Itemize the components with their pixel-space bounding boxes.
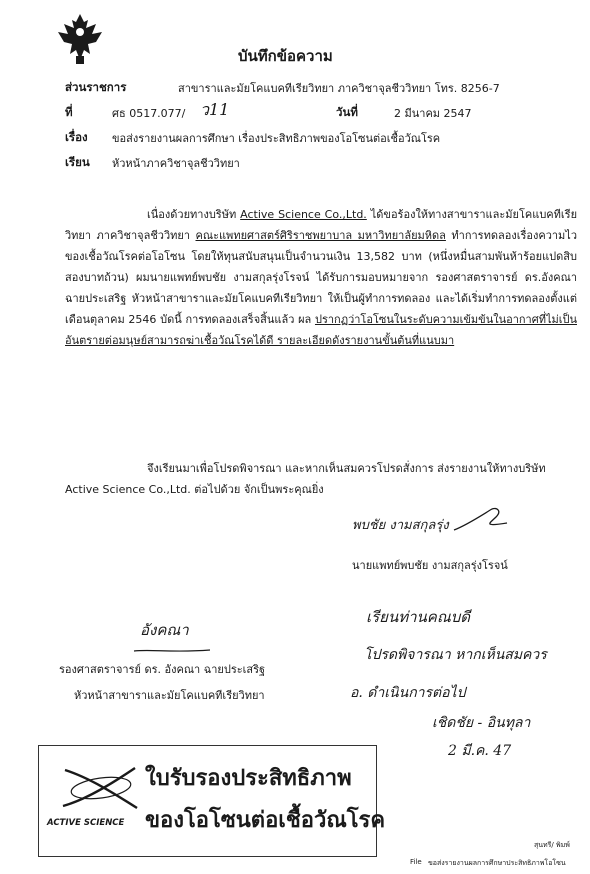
body-paragraph-1: [65, 204, 577, 351]
p1-intro: เนื่องด้วยทางบริษัท: [147, 208, 237, 221]
p1-request: ได้ขอร้องให้ทางสาขาราและมัยโคแบคทีเรียวิทยา ภาควิชาจุลชีววิทยา: [65, 208, 578, 242]
doc-no-value: ศธ 0517.077/: [112, 107, 186, 120]
garuda-emblem: [54, 10, 106, 66]
signature-2-title: หัวหน้าสาขาราและมัยโคแบคทีเรียวิทยา: [74, 689, 265, 702]
p1-details: ทำการทดลองเรื่องความไวของเชื้อวัณโรคต่อโอโซน โดยให้ทุนสนับสนุนเป็นจำนวนเงิน 13,582 บาท (หนึ่งหมื่นสามพันห้าร้อยแปดสิบสองบาทถ้วน) ผมนายแพทย์พบชัย งามสกุลรุ่งโรจน์ ได้รับการมอบหมายจาก รองศาสตราจารย์ ดร.อังคณา ฉายประเสริฐ หัวหน้าสาขาราและมัยโคแบคทีเรียวิทยา ให้เป็นผู้ทำการทดลอง และได้เริ่มทำการทดลองตั้งแต่เดือนตุลาคม 2546 บัดนี้ การทดลองเสร็จสิ้นแล้ว ผล: [65, 229, 578, 326]
signature-2-underline: [132, 640, 212, 659]
doc-no-label: ที่: [65, 105, 73, 119]
file-value: ขอส่งรายงานผลการศึกษาประสิทธิภาพโอโซน: [428, 859, 566, 867]
typist-note: สุนทรี/ พิมพ์: [534, 841, 570, 849]
to-label: เรียน: [65, 155, 90, 169]
page-title: บันทึกข้อความ: [238, 47, 333, 65]
signature-2-scrawl: อังคณา: [140, 621, 189, 639]
file-label: File: [410, 858, 422, 866]
body-paragraph-2: จึงเรียนมาเพื่อโปรดพิจารณา และหากเห็นสมควรโปรดสั่งการ ส่งรายงานให้ทางบริษัท Active Science Co.,Ltd. ต่อไปด้วย จักเป็นพระคุณยิ่ง: [65, 462, 546, 496]
subject-value: ขอส่งรายงานผลการศึกษา เรื่องประสิทธิภาพของโอโซนต่อเชื้อวัณโรค: [112, 132, 441, 145]
certificate-line-2: ของโอโซนต่อเชื้อวัณโรค: [145, 808, 386, 833]
date-value: 2 มีนาคม 2547: [394, 107, 472, 120]
certificate-box: [38, 745, 386, 857]
p1-company: Active Science Co.,Ltd.: [240, 208, 367, 221]
note-line-4: เชิดชัย - อินทุลา: [432, 715, 531, 731]
active-science-logo: [47, 760, 145, 830]
note-line-1: เรียนท่านคณบดี: [366, 608, 471, 626]
date-label: วันที่: [336, 105, 358, 119]
certificate-line-1: ใบรับรองประสิทธิภาพ: [145, 766, 352, 791]
signature-2-name: รองศาสตราจารย์ ดร. อังคณา ฉายประเสริฐ: [59, 663, 266, 676]
signature-1-scrawl: พบชัย งามสกุลรุ่ง: [352, 518, 449, 533]
dept-label: ส่วนราชการ: [65, 80, 127, 94]
p1-result: ปรากฏว่าโอโซนในระดับความเข้มข้นในอากาศที่ไม่เป็นอันตรายต่อมนุษย์สามารถฆ่าเชื้อวัณโรคได้ดี รายละเอียดดังรายงานขั้นต้นที่แนบมา: [65, 313, 577, 347]
to-value: หัวหน้าภาควิชาจุลชีววิทยา: [112, 157, 240, 170]
note-line-5: 2 มี.ค. 47: [448, 743, 512, 759]
subject-label: เรื่อง: [65, 130, 88, 144]
signature-1-name: นายแพทย์พบชัย งามสกุลรุ่งโรจน์: [352, 559, 508, 572]
note-line-3: อ. ดำเนินการต่อไป: [350, 685, 466, 701]
note-line-2: โปรดพิจารณา หากเห็นสมควร: [364, 647, 547, 663]
signature-1-flourish: [452, 505, 512, 539]
dept-value: สาขาราและมัยโคแบคทีเรียวิทยา ภาควิชาจุลชีววิทยา โทร. 8256-7: [178, 82, 500, 95]
doc-no-handwritten: ว11: [200, 100, 230, 119]
logo-text: ACTIVE SCIENCE: [47, 818, 125, 828]
p1-faculty: คณะแพทยศาสตร์ศิริราชพยาบาล มหาวิทยาลัยมหิดล: [195, 229, 446, 242]
